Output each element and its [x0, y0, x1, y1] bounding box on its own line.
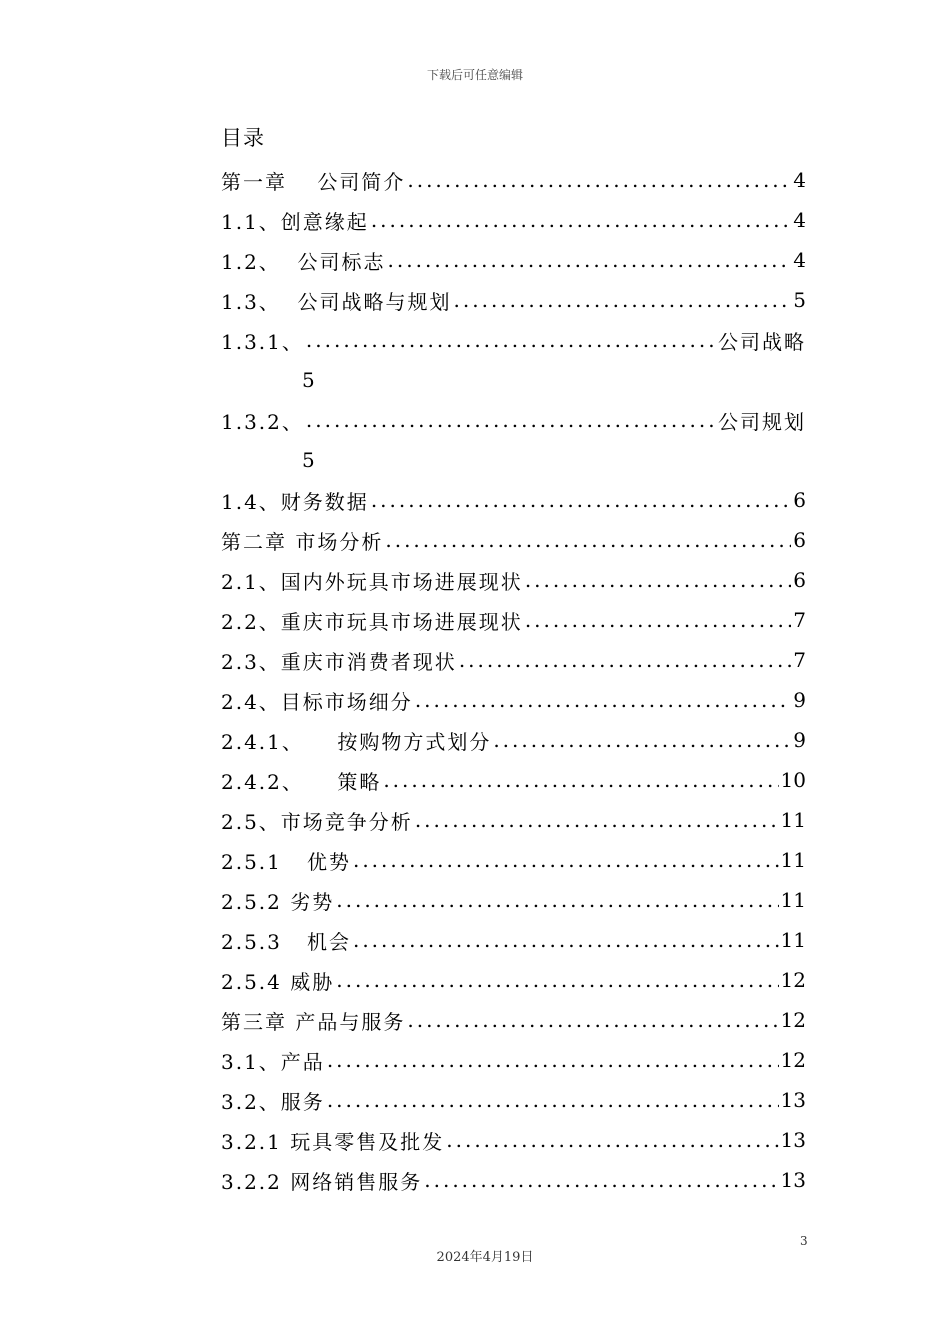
- toc-entry-page: 4: [793, 168, 806, 192]
- toc-entry-page: 11: [780, 928, 806, 952]
- toc-entry[interactable]: [221, 1000, 806, 1040]
- toc-entry[interactable]: [221, 200, 806, 240]
- toc-entry-label: 2.5.2 劣势: [221, 889, 335, 914]
- toc-entry-page: 9: [793, 688, 806, 712]
- toc-entry[interactable]: [221, 920, 806, 960]
- toc-entry-label: 1.3、 公司战略与规划: [221, 289, 452, 314]
- toc-entry-page: 12: [780, 968, 806, 992]
- toc-entry[interactable]: [221, 880, 806, 920]
- toc-dot-leader: [306, 408, 716, 432]
- toc-dot-leader: [306, 328, 716, 352]
- toc-entry[interactable]: [221, 520, 806, 560]
- toc-dot-leader: [525, 608, 791, 632]
- toc-dot-leader: [371, 488, 791, 512]
- toc-entry-page: 10: [780, 768, 806, 792]
- toc-entry-page: 13: [780, 1128, 806, 1152]
- toc-entry[interactable]: [221, 320, 806, 360]
- toc-entry[interactable]: [221, 400, 806, 440]
- toc-entry-label: 3.2、服务: [221, 1089, 325, 1114]
- toc-entry-label: 第二章 市场分析: [221, 529, 384, 554]
- toc-entry-label: 1.4、财务数据: [221, 489, 369, 514]
- toc-entry[interactable]: [221, 720, 806, 760]
- toc-dot-leader: [388, 248, 792, 272]
- toc-dot-leader: [353, 928, 779, 952]
- toc-entry-page: 5: [793, 288, 806, 312]
- toc-entry[interactable]: [221, 600, 806, 640]
- toc-dot-leader: [371, 208, 791, 232]
- toc-entry-page: 7: [793, 648, 806, 672]
- toc-entry[interactable]: [221, 640, 806, 680]
- toc-entry-continuation: 5: [302, 448, 315, 472]
- toc-dot-leader: [385, 528, 791, 552]
- table-of-contents: [221, 160, 806, 1200]
- toc-dot-leader: [327, 1088, 779, 1112]
- toc-entry-label: 2.3、重庆市消费者现状: [221, 649, 457, 674]
- toc-entry-label: 2.2、重庆市玩具市场进展现状: [221, 609, 523, 634]
- toc-entry-page: 6: [793, 568, 806, 592]
- toc-entry-label: 1.1、创意缘起: [221, 209, 369, 234]
- toc-entry-page: 公司战略: [718, 329, 806, 354]
- toc-entry-page: 6: [793, 528, 806, 552]
- toc-dot-leader: [525, 568, 791, 592]
- toc-entry-label: 3.2.2 网络销售服务: [221, 1169, 423, 1194]
- toc-entry-label: 2.4.1、 按购物方式划分: [221, 729, 492, 754]
- toc-dot-leader: [459, 648, 791, 672]
- toc-entry-page: 13: [780, 1168, 806, 1192]
- toc-title: 目录: [221, 126, 265, 150]
- toc-dot-leader: [353, 848, 779, 872]
- toc-entry[interactable]: [221, 800, 806, 840]
- page-header: 下载后可任意编辑: [426, 68, 523, 82]
- toc-entry-continuation: 5: [302, 368, 315, 392]
- toc-entry-page: 11: [780, 848, 806, 872]
- toc-entry-label: 2.5、市场竞争分析: [221, 809, 413, 834]
- toc-dot-leader: [493, 728, 791, 752]
- toc-dot-leader: [446, 1128, 778, 1152]
- toc-entry-page: 11: [780, 888, 806, 912]
- toc-entry-label: 2.5.4 威胁: [221, 969, 335, 994]
- toc-dot-leader: [407, 168, 791, 192]
- toc-dot-leader: [424, 1168, 778, 1192]
- toc-entry-page: 13: [780, 1088, 806, 1112]
- toc-entry-label: 1.3.1、: [221, 329, 304, 354]
- toc-entry-label: 2.4、目标市场细分: [221, 689, 413, 714]
- toc-entry-page: 7: [793, 608, 806, 632]
- toc-dot-leader: [407, 1008, 778, 1032]
- page-number: 3: [800, 1234, 808, 1248]
- toc-entry[interactable]: [221, 1120, 806, 1160]
- toc-entry-label: 3.2.1 玩具零售及批发: [221, 1129, 445, 1154]
- toc-dot-leader: [336, 968, 778, 992]
- toc-entry-page: 4: [793, 248, 806, 272]
- toc-entry-label: 1.2、 公司标志: [221, 249, 386, 274]
- footer-date: 2024年4月19日: [436, 1250, 534, 1265]
- toc-entry-page: 9: [793, 728, 806, 752]
- toc-entry-page: 公司规划: [718, 409, 806, 434]
- toc-dot-leader: [454, 288, 792, 312]
- toc-entry[interactable]: [221, 680, 806, 720]
- toc-entry[interactable]: [221, 560, 806, 600]
- toc-entry[interactable]: [221, 1160, 806, 1200]
- toc-entry-label: 1.3.2、: [221, 409, 304, 434]
- toc-entry-page: 12: [780, 1008, 806, 1032]
- toc-entry-label: 第一章 公司简介: [221, 169, 406, 194]
- toc-entry[interactable]: [221, 480, 806, 520]
- toc-entry-label: 3.1、产品: [221, 1049, 325, 1074]
- toc-entry-label: 2.5.1 优势: [221, 849, 351, 874]
- toc-entry[interactable]: [221, 240, 806, 280]
- toc-entry[interactable]: [221, 760, 806, 800]
- toc-entry[interactable]: [221, 1080, 806, 1120]
- toc-entry-label: 第三章 产品与服务: [221, 1009, 406, 1034]
- toc-dot-leader: [383, 768, 778, 792]
- toc-entry-label: 2.5.3 机会: [221, 929, 351, 954]
- toc-entry-page: 12: [780, 1048, 806, 1072]
- toc-entry[interactable]: [221, 160, 806, 200]
- toc-entry-label: 2.4.2、 策略: [221, 769, 382, 794]
- toc-entry[interactable]: [221, 960, 806, 1000]
- toc-entry[interactable]: [221, 840, 806, 880]
- toc-dot-leader: [336, 888, 778, 912]
- toc-entry[interactable]: [221, 1040, 806, 1080]
- toc-dot-leader: [415, 688, 791, 712]
- toc-dot-leader: [415, 808, 779, 832]
- toc-entry[interactable]: [221, 280, 806, 320]
- toc-entry-page: 6: [793, 488, 806, 512]
- toc-entry-page: 4: [793, 208, 806, 232]
- toc-entry-page: 11: [780, 808, 806, 832]
- toc-entry-label: 2.1、国内外玩具市场进展现状: [221, 569, 523, 594]
- toc-dot-leader: [327, 1048, 779, 1072]
